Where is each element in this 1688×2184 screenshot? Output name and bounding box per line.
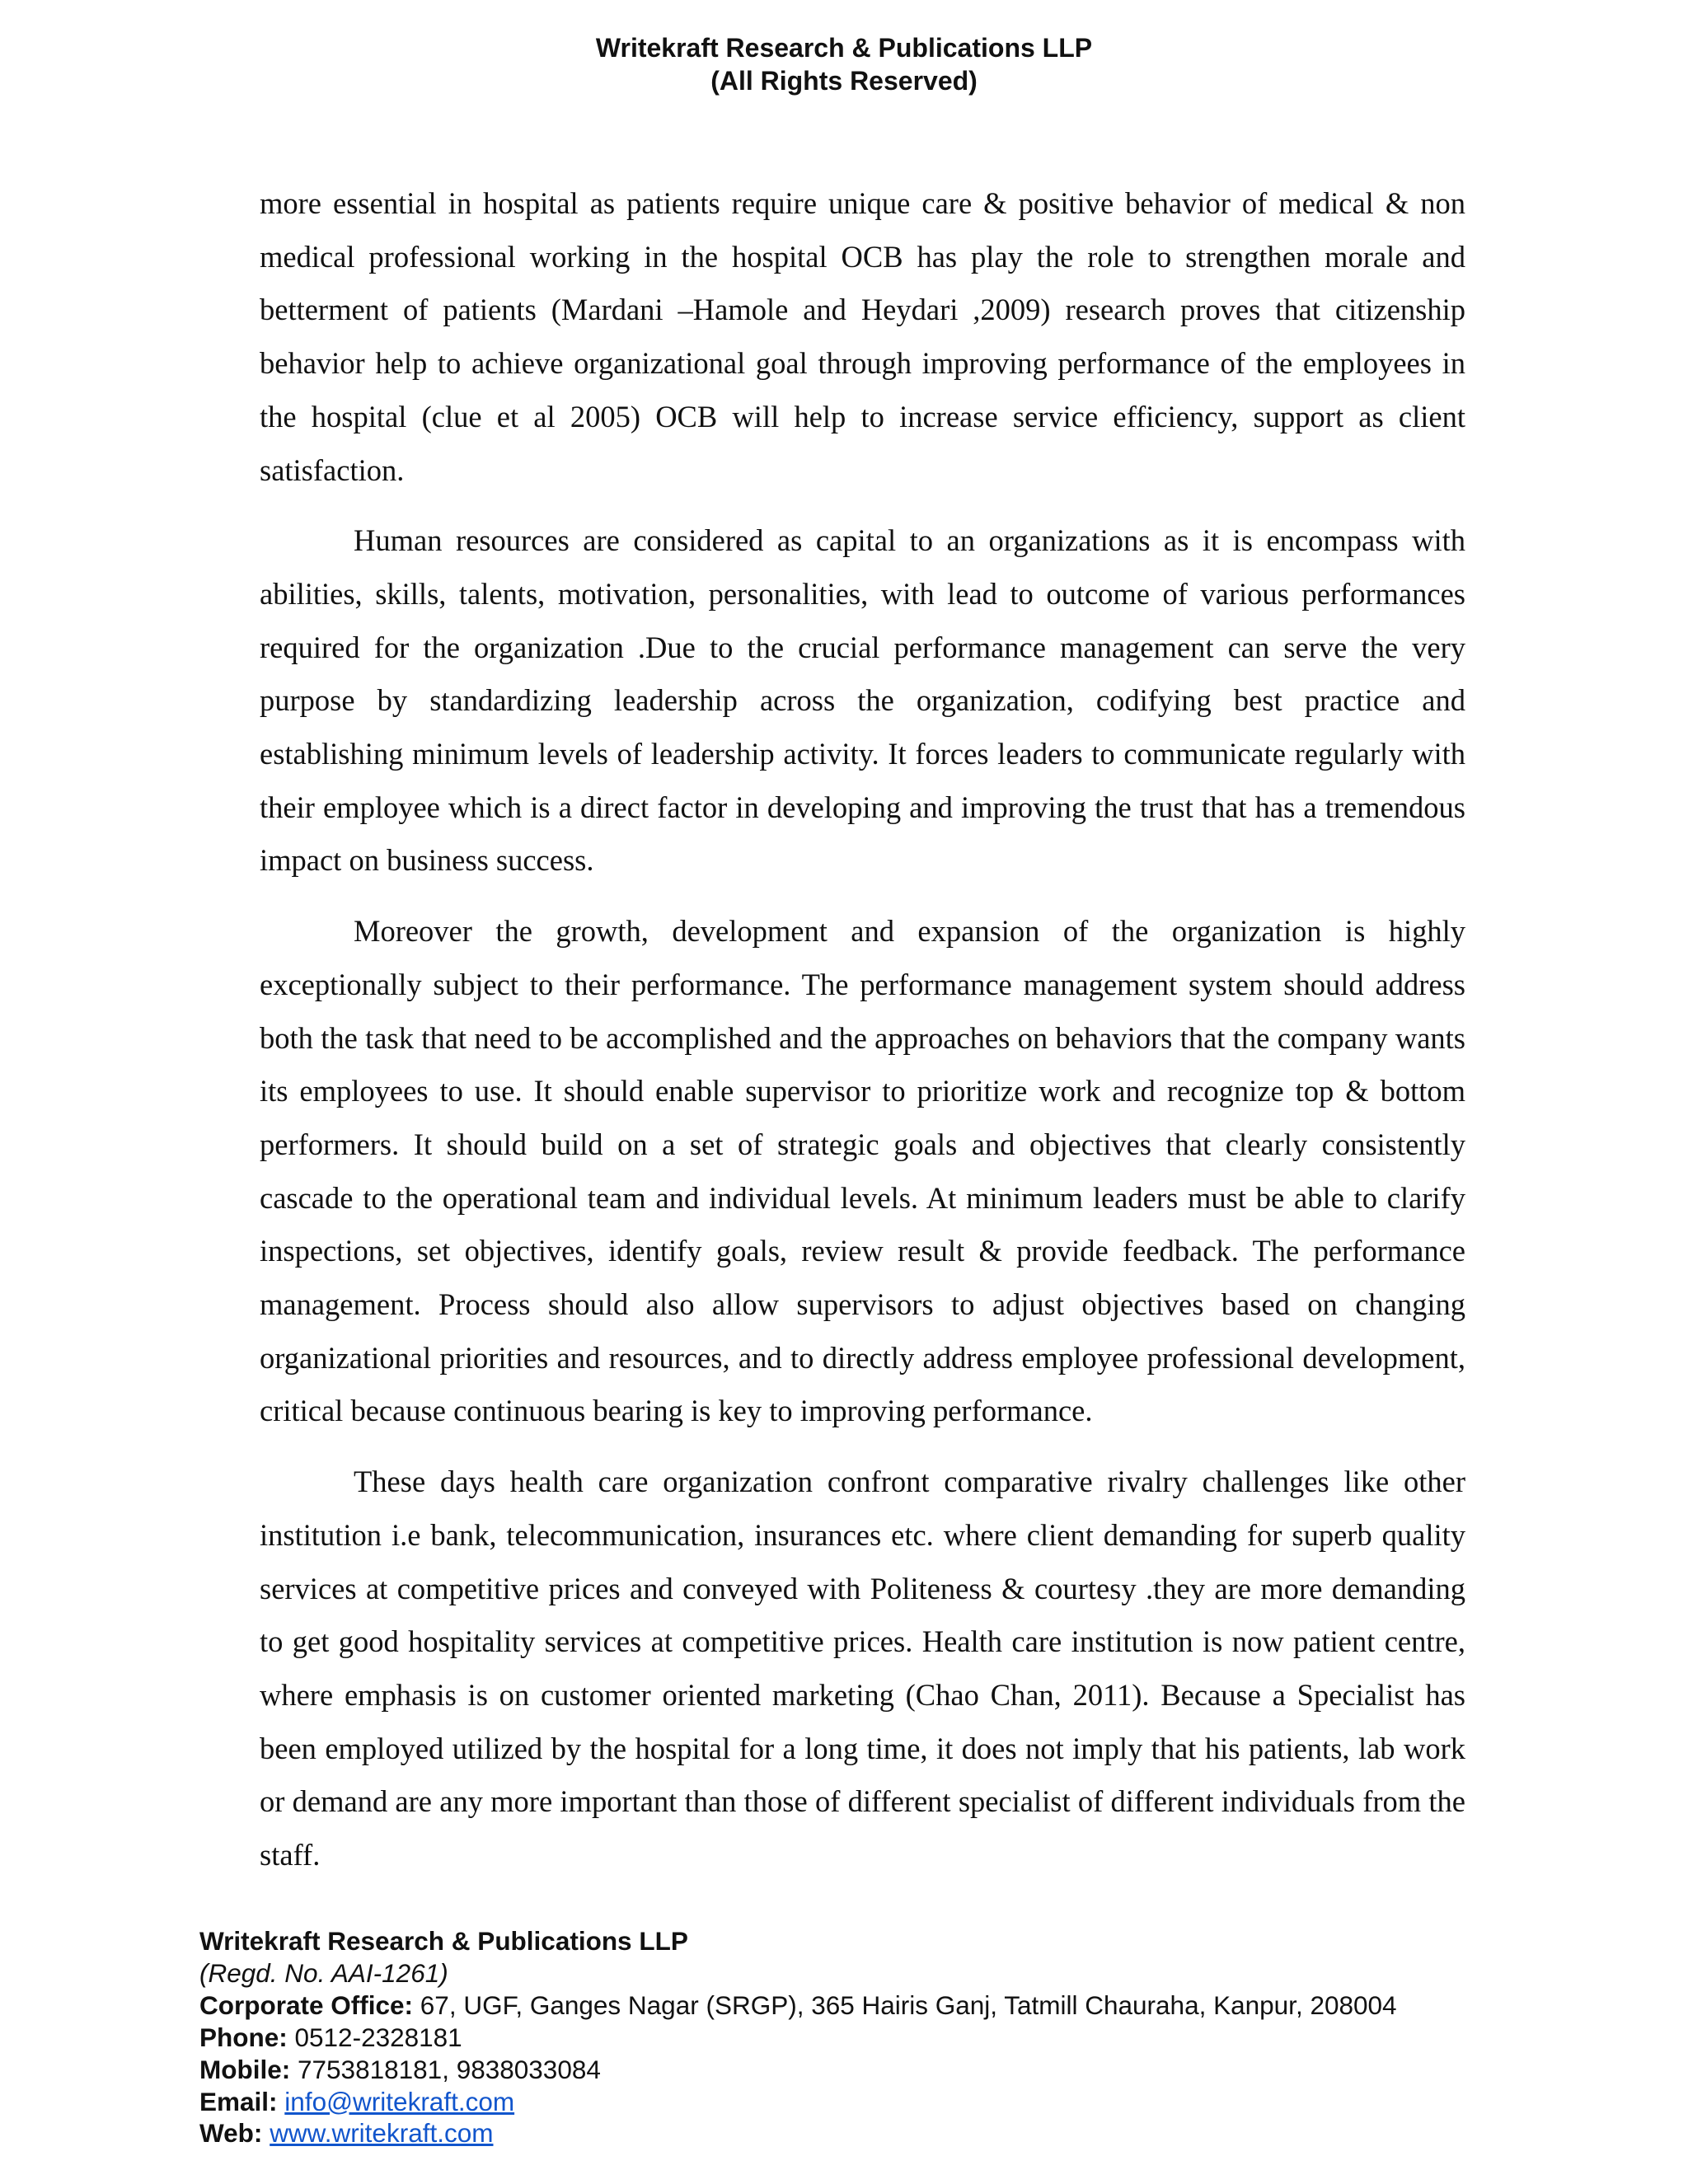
phone-label: Phone: bbox=[199, 2022, 288, 2052]
mobile-label: Mobile: bbox=[199, 2054, 291, 2084]
page-header bbox=[0, 31, 1688, 97]
document-body bbox=[260, 177, 1465, 1900]
mobile-value: 7753818181, 9838033084 bbox=[290, 2054, 601, 2084]
phone-value: 0512-2328181 bbox=[287, 2022, 462, 2052]
footer-company: Writekraft Research & Publications LLP bbox=[199, 1926, 688, 1956]
footer-email bbox=[199, 2086, 1642, 2118]
page-footer bbox=[199, 1925, 1642, 2149]
header-title: Writekraft Research & Publications LLP bbox=[595, 33, 1093, 63]
paragraph-4: These days health care organization confront comparative rivalry challenges like other institution i.e bank, telecommunication, insurances etc. where client demanding for superb quality services at competitive prices and conveyed with Politeness & courtesy .they are more demanding to get good hospitality services at competitive prices. Health care institution is now patient centre, where emphasis is on customer oriented marketing (Chao Chan, 2011). Because a Specialist has been employed utilized by the hospital for a long time, it does not imply that his patients, lab work or demand are any more important than those of different specialist of different individuals from the staff. bbox=[260, 1465, 1465, 1872]
footer-phone bbox=[199, 2022, 1642, 2054]
paragraph-3: Moreover the growth, development and expansion of the organization is highly exceptionally subject to their performance. The performance management system should address both the task that need to be accomplished and the approaches on behaviors that the company wants its employees to use. It should enable supervisor to prioritize work and recognize top & bottom performers. It should build on a set of strategic goals and objectives that clearly consistently cascade to the operational team and individual levels. At minimum leaders must be able to clarify inspections, set objectives, identify goals, review result & provide feedback. The performance management. Process should also allow supervisors to adjust objectives based on changing organizational priorities and resources, and to directly address employee professional development, critical because continuous bearing is key to improving performance. bbox=[260, 914, 1465, 1428]
footer-office bbox=[199, 1990, 1642, 2022]
email-label: Email: bbox=[199, 2086, 278, 2116]
email-link[interactable]: info@writekraft.com bbox=[284, 2086, 515, 2116]
office-label: Corporate Office: bbox=[199, 1990, 414, 2020]
footer-mobile bbox=[199, 2054, 1642, 2086]
paragraph-1: more essential in hospital as patients require unique care & positive behavior of medical & non medical professional working in the hospital OCB has play the role to strengthen morale and betterment of patients (Mardani –Hamole and Heydari ,2009) research proves that citizenship behavior help to achieve organizational goal through improving performance of the employees in the hospital (clue et al 2005) OCB will help to increase service efficiency, support as client satisfaction. bbox=[260, 186, 1465, 487]
office-value: 67, UGF, Ganges Nagar (SRGP), 365 Hairis Ganj, Tatmill Chauraha, Kanpur, 208004 bbox=[413, 1990, 1397, 2020]
footer-regd: (Regd. No. AAI-1261) bbox=[199, 1957, 448, 1988]
web-label: Web: bbox=[199, 2118, 263, 2149]
web-link[interactable]: www.writekraft.com bbox=[270, 2118, 494, 2149]
header-subtitle: (All Rights Reserved) bbox=[710, 66, 978, 96]
paragraph-2: Human resources are considered as capital to an organizations as it is encompass with abilities, skills, talents, motivation, personalities, with lead to outcome of various performances required for the organization .Due to the crucial performance management can serve the very purpose by standardizing leadership across the organization, codifying best practice and establishing minimum levels of leadership activity. It forces leaders to communicate regularly with their employee which is a direct factor in developing and improving the trust that has a tremendous impact on business success. bbox=[260, 523, 1465, 878]
footer-web bbox=[199, 2117, 1642, 2149]
